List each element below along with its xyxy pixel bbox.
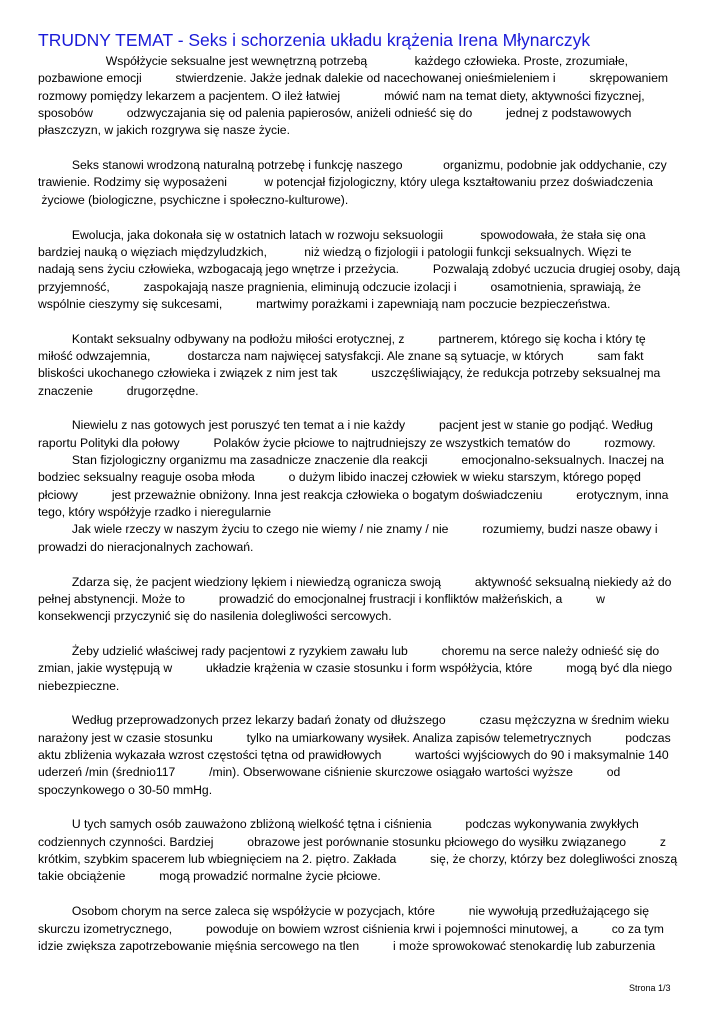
body-text-line: idzie zwiększa zapotrzebowanie mięśnia sercowego na tlen i może sprowokować stenokardię lub zaburzenia bbox=[38, 938, 656, 953]
body-text-line: Seks stanowi wrodzoną naturalną potrzebę i funkcję naszego organizmu, podobnie jak oddychanie, czy bbox=[38, 158, 667, 173]
body-text-line: pozbawione emocji stwierdzenie. Jakże jednak dalekie od nacechowanej onieśmieleniem i skrępowaniem bbox=[38, 71, 669, 86]
body-text-line: uderzeń /min (średnio117 /min). Obserwowane ciśnienie skurczowe osiągało wartości wyższe od bbox=[38, 765, 621, 780]
body-text-line: życiowe (biologiczne, psychiczne i społeczno-kulturowe). bbox=[38, 192, 349, 207]
body-text-line: tego, który współżyje rzadko i nieregularnie bbox=[38, 505, 272, 520]
body-text-line: przyjemność, zaspokajają nasze pragnienia, eliminują odczucie izolacji i osamotnienia, sprawiają, że bbox=[38, 279, 641, 294]
body-text-line: płaszczyzn, w jakich rozgrywa się nasze życie. bbox=[38, 123, 290, 138]
body-text-line: U tych samych osób zauważono zbliżoną wielkość tętna i ciśnienia podczas wykonywania zwykłych bbox=[38, 817, 639, 832]
body-text-line: raportu Polityki dla połowy Polaków życie płciowe to najtrudniejszy ze wszystkich tematów do rozmowy. bbox=[38, 435, 656, 450]
body-text-line: bardziej nauką o więziach międzyludzkich, niż wiedzą o fizjologii i patologii funkcji seksualnych. Więzi te bbox=[38, 244, 632, 259]
body-text-line: bliskości ukochanego człowieka i związek z nim jest tak uszczęśliwiający, że redukcja potrzeby seksualnej ma bbox=[38, 366, 661, 381]
body-text-line: wspólnie cieszymy się sukcesami, martwimy porażkami i zapewniają nam poczucie bezpieczeństwa. bbox=[38, 296, 611, 311]
paragraph-gap bbox=[38, 314, 684, 329]
body-text-line: Osobom chorym na serce zaleca się współżycie w pozycjach, które nie wywołują przedłużającego się bbox=[38, 904, 649, 919]
body-text-line: płciowy jest przeważnie obniżony. Inna jest reakcja człowieka o bogatym doświadczeniu erotycznym, inna bbox=[38, 487, 669, 502]
paragraph-gap bbox=[38, 401, 684, 416]
body-text-line: Ewolucja, jaka dokonała się w ostatnich latach w rozwoju seksuologii spowodowała, że stała się ona bbox=[38, 227, 646, 242]
body-text-line: Współżycie seksualne jest wewnętrzną potrzebą każdego człowieka. Proste, zrozumiałe, bbox=[38, 54, 628, 68]
body-text-line: Niewielu z nas gotowych jest poruszyć ten temat a i nie każdy pacjent jest w stanie go podjąć. Według bbox=[38, 418, 653, 433]
paragraph-gap bbox=[38, 141, 684, 156]
body-text-line: Kontakt seksualny odbywany na podłożu miłości erotycznej, z partnerem, którego się kocha i który tę bbox=[38, 331, 646, 346]
paragraph-gap bbox=[38, 557, 684, 572]
paragraph-gap bbox=[38, 210, 684, 225]
paragraph-gap bbox=[38, 887, 684, 902]
body-text-line: zmian, jakie występują w układzie krążenia w czasie stosunku i form współżycia, które mogą być dla niego bbox=[38, 661, 673, 676]
body-text-line: prowadzi do nieracjonalnych zachowań. bbox=[38, 539, 254, 554]
body-text-line: miłość odwzajemnia, dostarcza nam najwięcej satysfakcji. Ale znane są sytuacje, w których sam fakt bbox=[38, 348, 644, 363]
body-text-line: Zdarza się, że pacjent wiedziony lękiem i niewiedzą ogranicza swoją aktywność seksualną niekiedy aż do bbox=[38, 574, 672, 589]
body-text-line: sposobów odzwyczajania się od palenia papierosów, aniżeli odnieść się do jednej z podstawowych bbox=[38, 106, 632, 121]
body-text-line: rozmowy pomiędzy lekarzem a pacjentem. O ileż łatwiej mówić nam na temat diety, aktywności fizycznej, bbox=[38, 88, 645, 103]
body-text-line: trawienie. Rodzimy się wyposażeni w potencjał fizjologiczny, który ulega kształtowaniu przez doświadczenia bbox=[38, 175, 653, 190]
body-text-line: pełnej abstynencji. Może to prowadzić do emocjonalnej frustracji i konfliktów małżeńskich, a w bbox=[38, 591, 605, 606]
body-text-line: codziennych czynności. Bardziej obrazowe jest porównanie stosunku płciowego do wysiłku związanego z bbox=[38, 834, 666, 849]
body-text-line: znaczenie drugorzędne. bbox=[38, 383, 199, 398]
paragraph-gap bbox=[38, 627, 684, 642]
body-text-line: skurczu izometrycznego, powoduje on bowiem wzrost ciśnienia krwi i pojemności minutowej, a co za tym bbox=[38, 921, 664, 936]
body-text-line: nadają sens życiu człowieka, wzbogacają jego wnętrze i przeżycia. Pozwalają zdobyć uczucia drugiej osoby, dają bbox=[38, 262, 680, 277]
body-text-line: aktu zbliżenia wykazała wzrost częstości tętna od prawidłowych wartości wyjściowych do 90 i maksymalnie 140 bbox=[38, 748, 669, 762]
body-text-line: Jak wiele rzeczy w naszym życiu to czego nie wiemy / nie znamy / nie rozumiemy, budzi nasze obawy i bbox=[38, 522, 658, 537]
body-text-line: spoczynkowego o 30-50 mmHg. bbox=[38, 782, 213, 797]
paragraph-gap bbox=[38, 800, 684, 815]
document-title: TRUDNY TEMAT - Seks i schorzenia układu krążenia Irena Młynarczyk bbox=[38, 30, 591, 50]
body-text-line: bodziec seksualny reaguje osoba młoda o dużym libido inaczej człowiek w wieku starszym, którego popęd bbox=[38, 470, 641, 485]
body-text-line: Według przeprowadzonych przez lekarzy badań żonaty od dłuższego czasu mężczyzna w średnim wieku bbox=[38, 713, 670, 728]
body-text-line: niebezpieczne. bbox=[38, 678, 120, 693]
page-number: Strona 1/3 bbox=[629, 983, 671, 993]
body-text-line: Stan fizjologiczny organizmu ma zasadnicze znaczenie dla reakcji emocjonalno-seksualnych. Inaczej na bbox=[38, 453, 664, 468]
body-text-line: narażony jest w czasie stosunku tylko na umiarkowany wysiłek. Analiza zapisów telemetrycznych podczas bbox=[38, 730, 671, 745]
body-text-line: konsekwencji przyczynić się do nasilenia dolegliwości sercowych. bbox=[38, 609, 392, 624]
paragraph-gap bbox=[38, 696, 684, 711]
body-text-line: Żeby udzielić właściwej rady pacjentowi z ryzykiem zawału lub choremu na serce należy odnieść się do bbox=[38, 643, 660, 658]
body-text-line: krótkim, szybkim spacerem lub wbiegnięciem na 2. piętro. Zakłada się, że chorzy, którzy bez dolegliwości znoszą bbox=[38, 852, 678, 867]
body-text-line: takie obciążenie mogą prowadzić normalne życie płciowe. bbox=[38, 869, 381, 884]
